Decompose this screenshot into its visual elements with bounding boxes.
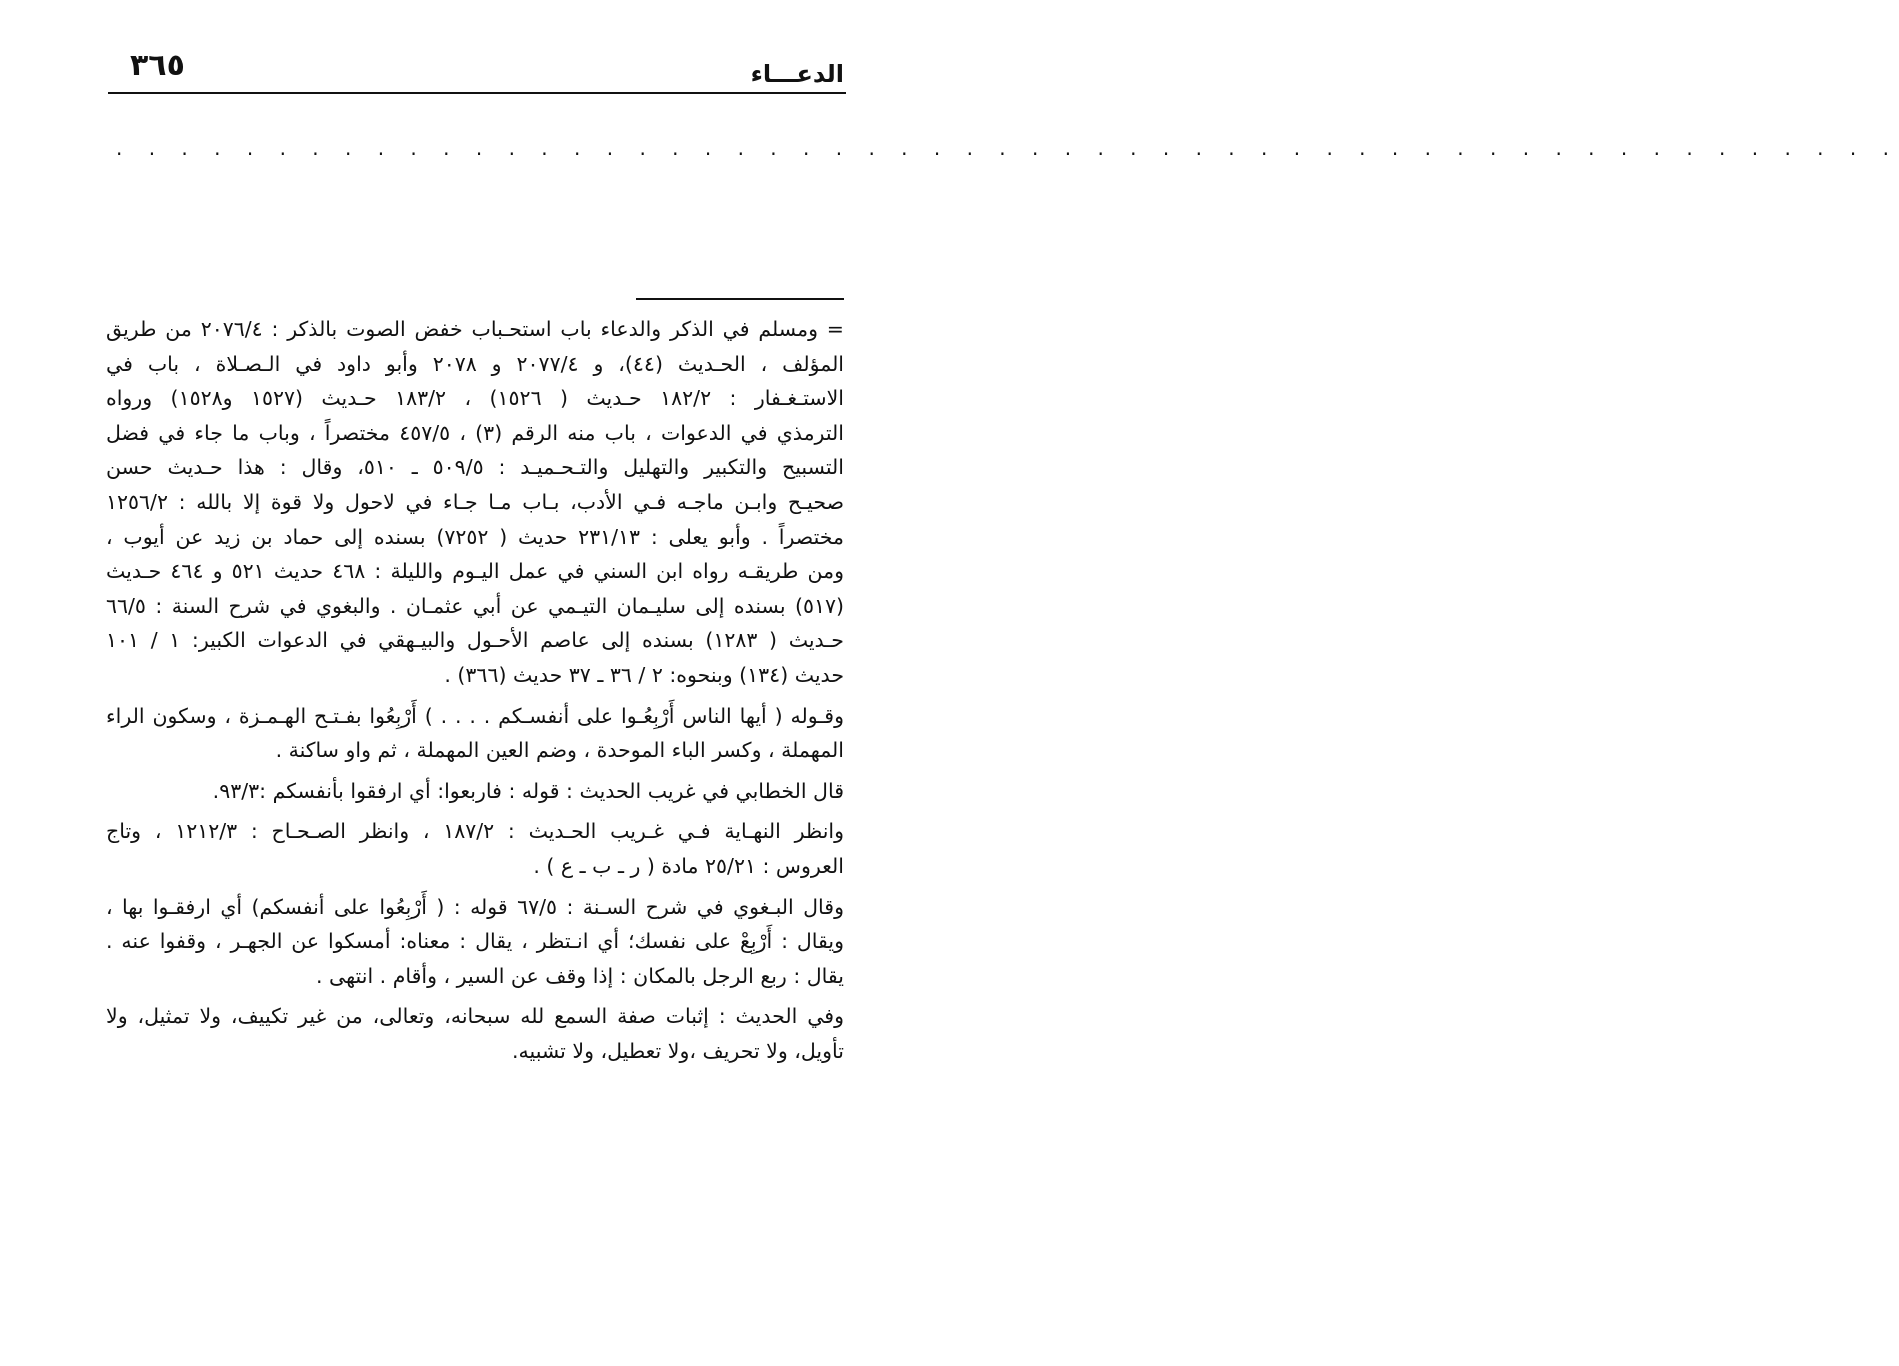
footnote-line: صحيـح وابـن ماجـه فـي الأدب، بـاب مـا جـاء في لاحول ولا قوة إلا بالله : ١٢٥٦/٢	[106, 489, 844, 514]
footnotes-section	[106, 312, 844, 1074]
footnote-line: الترمذي في الدعوات ، باب منه الرقم (٣) ، ٤٥٧/٥ مختصراً ، وباب ما جاء في فضل	[106, 420, 844, 445]
footnote-line: = ومسلم في الذكر والدعاء باب استحـباب خفض الصوت بالذكر : ٢٠٧٦/٤ من طريق	[106, 317, 844, 341]
footnote-line: التسبيح والتكبير والتهليل والتـحـميـد : ٥٠٩/٥ ـ ٥١٠، وقال : هذا حـديث حسن	[106, 455, 844, 480]
footnote-line: حـديث ( ١٢٨٣) بسنده إلى عاصم الأحـول والبيـهقي في الدعوات الكبير: ١ / ١٠١	[106, 628, 844, 653]
footnote-paragraph	[106, 312, 844, 693]
footnote-paragraph	[106, 774, 844, 809]
footnote-line: المهملة ، وكسر الباء الموحدة ، وضم العين المهملة ، ثم واو ساكنة .	[275, 738, 844, 763]
footnote-line: وانظر النهـاية فـي غـريب الحـديث : ١٨٧/٢ ، وانظر الصـحـاح : ١٢١٢/٣ ، وتاج	[106, 819, 845, 844]
page-number: ٣٦٥	[130, 48, 185, 83]
footnote-line: تأويل، ولا تحريف ،ولا تعطيل، ولا تشبيه.	[512, 1038, 844, 1063]
footnote-line: وفي الحديث : إثبات صفة السمع لله سبحانه، وتعالى، من غير تكييف، ولا تمثيل، ولا	[106, 1004, 844, 1029]
footnote-line: العروس : ٢٥/٢١ مادة ( ر ـ ب ـ ع ) .	[533, 853, 844, 878]
footnote-line: وقال البـغوي في شرح السـنة : ٦٧/٥ قوله : ( أَرْبِعُوا على أنفسكم) أي ارفقـوا بها ،	[106, 894, 844, 919]
footnote-line: المؤلف ، الحـديث (٤٤)، و ٢٠٧٧/٤ و ٢٠٧٨ وأبو داود في الـصـلاة ، باب في	[106, 351, 845, 376]
footnote-line: الاستـغـفار : ١٨٢/٢ حـديث ( ١٥٢٦) ، ١٨٣/٢ حـديث (١٥٢٧ و١٥٢٨) ورواه	[106, 386, 844, 411]
footnote-line: يقال : ربع الرجل بالمكان : إذا وقف عن السير ، وأقام . انتهى .	[315, 963, 844, 988]
footnote-line: قال الخطابي في غريب الحديث : قوله : فاربعوا: أي ارفقوا بأنفسكم :٩٣/٣.	[212, 778, 844, 803]
footnote-separator-rule	[636, 298, 844, 300]
footnote-line: وقـوله ( أيها الناس أَرْبِعُـوا على أنفسـكم . . . . ) أَرْبِعُوا بفـتـح الهـمـزة ، وسكون الراء	[106, 703, 844, 728]
footnote-paragraph	[106, 699, 844, 768]
footnote-line: (٥١٧) بسنده إلى سليـمان التيـمي عن أبي عثمـان . والبغوي في شرح السنة : ٦٦/٥	[106, 593, 844, 618]
footnote-line: مختصراً . وأبو يعلى : ٢٣١/١٣ حديث ( ٧٢٥٢) بسنده إلى حماد بن زيد عن أيوب ،	[106, 524, 844, 549]
page-header	[108, 40, 846, 94]
footnote-line: ومن طريقـه رواه ابن السني في عمل اليـوم والليلة : ٤٦٨ حديث ٥٢١ و ٤٦٤ حـديث	[106, 559, 844, 584]
running-title: الدعـــاء	[750, 60, 844, 88]
ellipsis-separator: . . . . . . . . . . . . . . . . . . . . . . . . . . . . . . . . . . . . . . . . . . . . . . . . . . . . . . .	[116, 136, 1899, 160]
footnote-paragraph	[106, 890, 844, 994]
footnote-line: ويقال : أَرْبِعْ على نفسك؛ أي انـتظر ، يقال : معناه: أمسكوا عن الجهـر ، وقفوا عنه .	[106, 929, 844, 954]
footnote-paragraph	[106, 814, 844, 883]
footnote-paragraph	[106, 999, 844, 1068]
footnote-line: حديث (١٣٤) وبنحوه: ٢ / ٣٦ ـ ٣٧ حديث (٣٦٦) .	[444, 662, 844, 687]
header-rule	[108, 92, 846, 94]
